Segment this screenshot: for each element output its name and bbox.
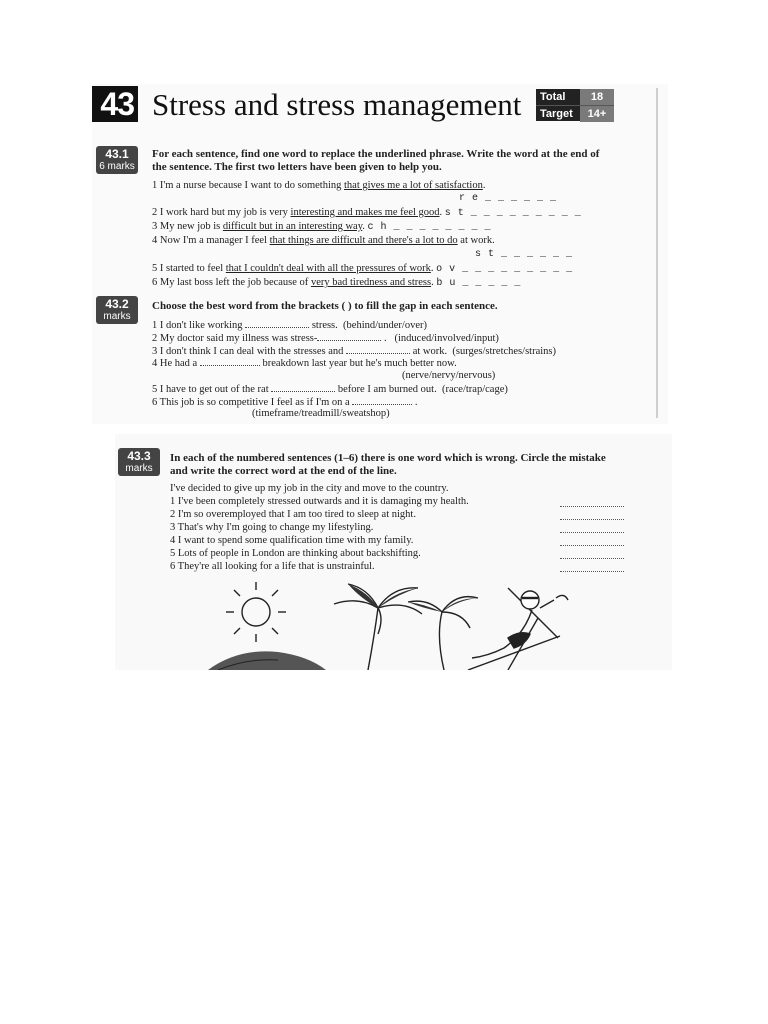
exercise-item: 2 I'm so overemployed that I am too tired to sleep at night. [170,509,416,520]
options: (timeframe/treadmill/sweatshop) [252,408,390,419]
exercise-item: 6 This job is so competitive I feel as if I'm on a . [152,397,418,408]
exercise-item: 3 That's why I'm going to change my lifestyling. [170,522,374,533]
exercise-item: 1 I'm a nurse because I want to do something that gives me a lot of satisfaction. [152,180,486,191]
total-value: 18 [580,89,614,105]
sun-icon [226,582,286,642]
target-value: 14+ [580,106,614,122]
section-badge-43-1 [96,146,138,174]
answer-line[interactable] [560,505,624,507]
answer-line[interactable] [560,570,624,572]
exercise-item: 4 I want to spend some qualification time with my family. [170,535,414,546]
exercise-item: 6 They're all looking for a life that is unstrainful. [170,561,375,572]
answer-line[interactable] [560,518,624,520]
answer-blank[interactable]: b u _ _ _ _ _ [436,278,521,289]
answer-blank[interactable]: s t _ _ _ _ _ _ _ _ _ [444,208,582,219]
section-instructions: For each sentence, find one word to replace the underlined phrase. Write the word at the end of the sentence. The first two letters have been given to help you. [152,148,600,173]
section-number: 43.1 [105,147,129,161]
unit-number: 43 [92,86,138,122]
target-label: Target [540,108,573,120]
gap-blank[interactable] [352,395,412,405]
answer-blank[interactable]: c h _ _ _ _ _ _ _ _ [367,222,492,233]
scan-page-top [92,84,668,424]
exercise-intro: I've decided to give up my job in the city and move to the country. [170,483,449,494]
score-box [536,89,614,121]
options: (nerve/nervy/nervous) [402,370,496,381]
unit-title: Stress and stress management [152,87,522,122]
palm-tree-icon [334,584,478,670]
section-instructions: In each of the numbered sentences (1–6) there is one word which is wrong. Circle the mistake and write the correct word at the end of the line. [170,452,606,477]
answer-blank[interactable]: s t _ _ _ _ _ _ [475,249,573,260]
island-icon [208,651,326,670]
exercise-item: 2 My doctor said my illness was stress- . (induced/involved/input) [152,333,499,344]
answer-line[interactable] [560,531,624,533]
gap-blank[interactable] [346,344,410,354]
options: (behind/under/over) [343,320,428,331]
options: (surges/stretches/strains) [452,346,556,357]
exercise-item: 2 I work hard but my job is very interesting and makes me feel good. s t _ _ _ _ _ _ _ _ _ [152,207,582,219]
section-number: 43.3 [127,449,151,463]
section-number: 43.2 [105,297,129,311]
section-badge-43-3 [118,448,160,476]
section-marks: marks [125,463,153,474]
answer-blank[interactable]: r e _ _ _ _ _ _ [459,193,557,204]
exercise-item: 4 He had a breakdown last year but he's much better now. [152,358,457,369]
beach-illustration [208,578,588,670]
options: (race/trap/cage) [441,384,508,395]
gap-blank[interactable] [245,318,309,328]
section-badge-43-2 [96,296,138,324]
answer-line[interactable] [560,544,624,546]
exercise-item: 1 I don't like working stress. (behind/under/over) [152,320,428,331]
exercise-item: 5 I have to get out of the rat before I am burned out. (race/trap/cage) [152,384,508,395]
gap-blank[interactable] [317,331,381,341]
exercise-item: 4 Now I'm a manager I feel that things are difficult and there's a lot to do at work. [152,235,495,246]
exercise-item: 6 My last boss left the job because of very bad tiredness and stress. b u _ _ _ _ _ [152,277,521,289]
section-marks: 6 marks [99,161,135,172]
exercise-item: 5 I started to feel that I couldn't deal with all the pressures of work. o v _ _ _ _ _ _ _ _ _ [152,263,573,275]
page-edge-shadow [656,88,658,418]
total-label: Total [540,91,566,103]
options: (induced/involved/input) [394,333,499,344]
exercise-item: 3 My new job is difficult but in an interesting way. c h _ _ _ _ _ _ _ _ [152,221,492,233]
exercise-item: 5 Lots of people in London are thinking about backshifting. [170,548,421,559]
section-marks: marks [103,311,131,322]
answer-blank[interactable]: o v _ _ _ _ _ _ _ _ _ [436,264,573,275]
answer-line[interactable] [560,557,624,559]
exercise-item: 3 I don't think I can deal with the stresses and at work. (surges/stretches/strains) [152,346,556,357]
gap-blank[interactable] [271,382,335,392]
exercise-item: 1 I've been completely stressed outwards and it is damaging my health. [170,496,469,507]
person-in-deckchair-icon [468,588,568,670]
section-instructions: Choose the best word from the brackets ( ) to fill the gap in each sentence. [152,300,498,312]
gap-blank[interactable] [200,356,260,366]
